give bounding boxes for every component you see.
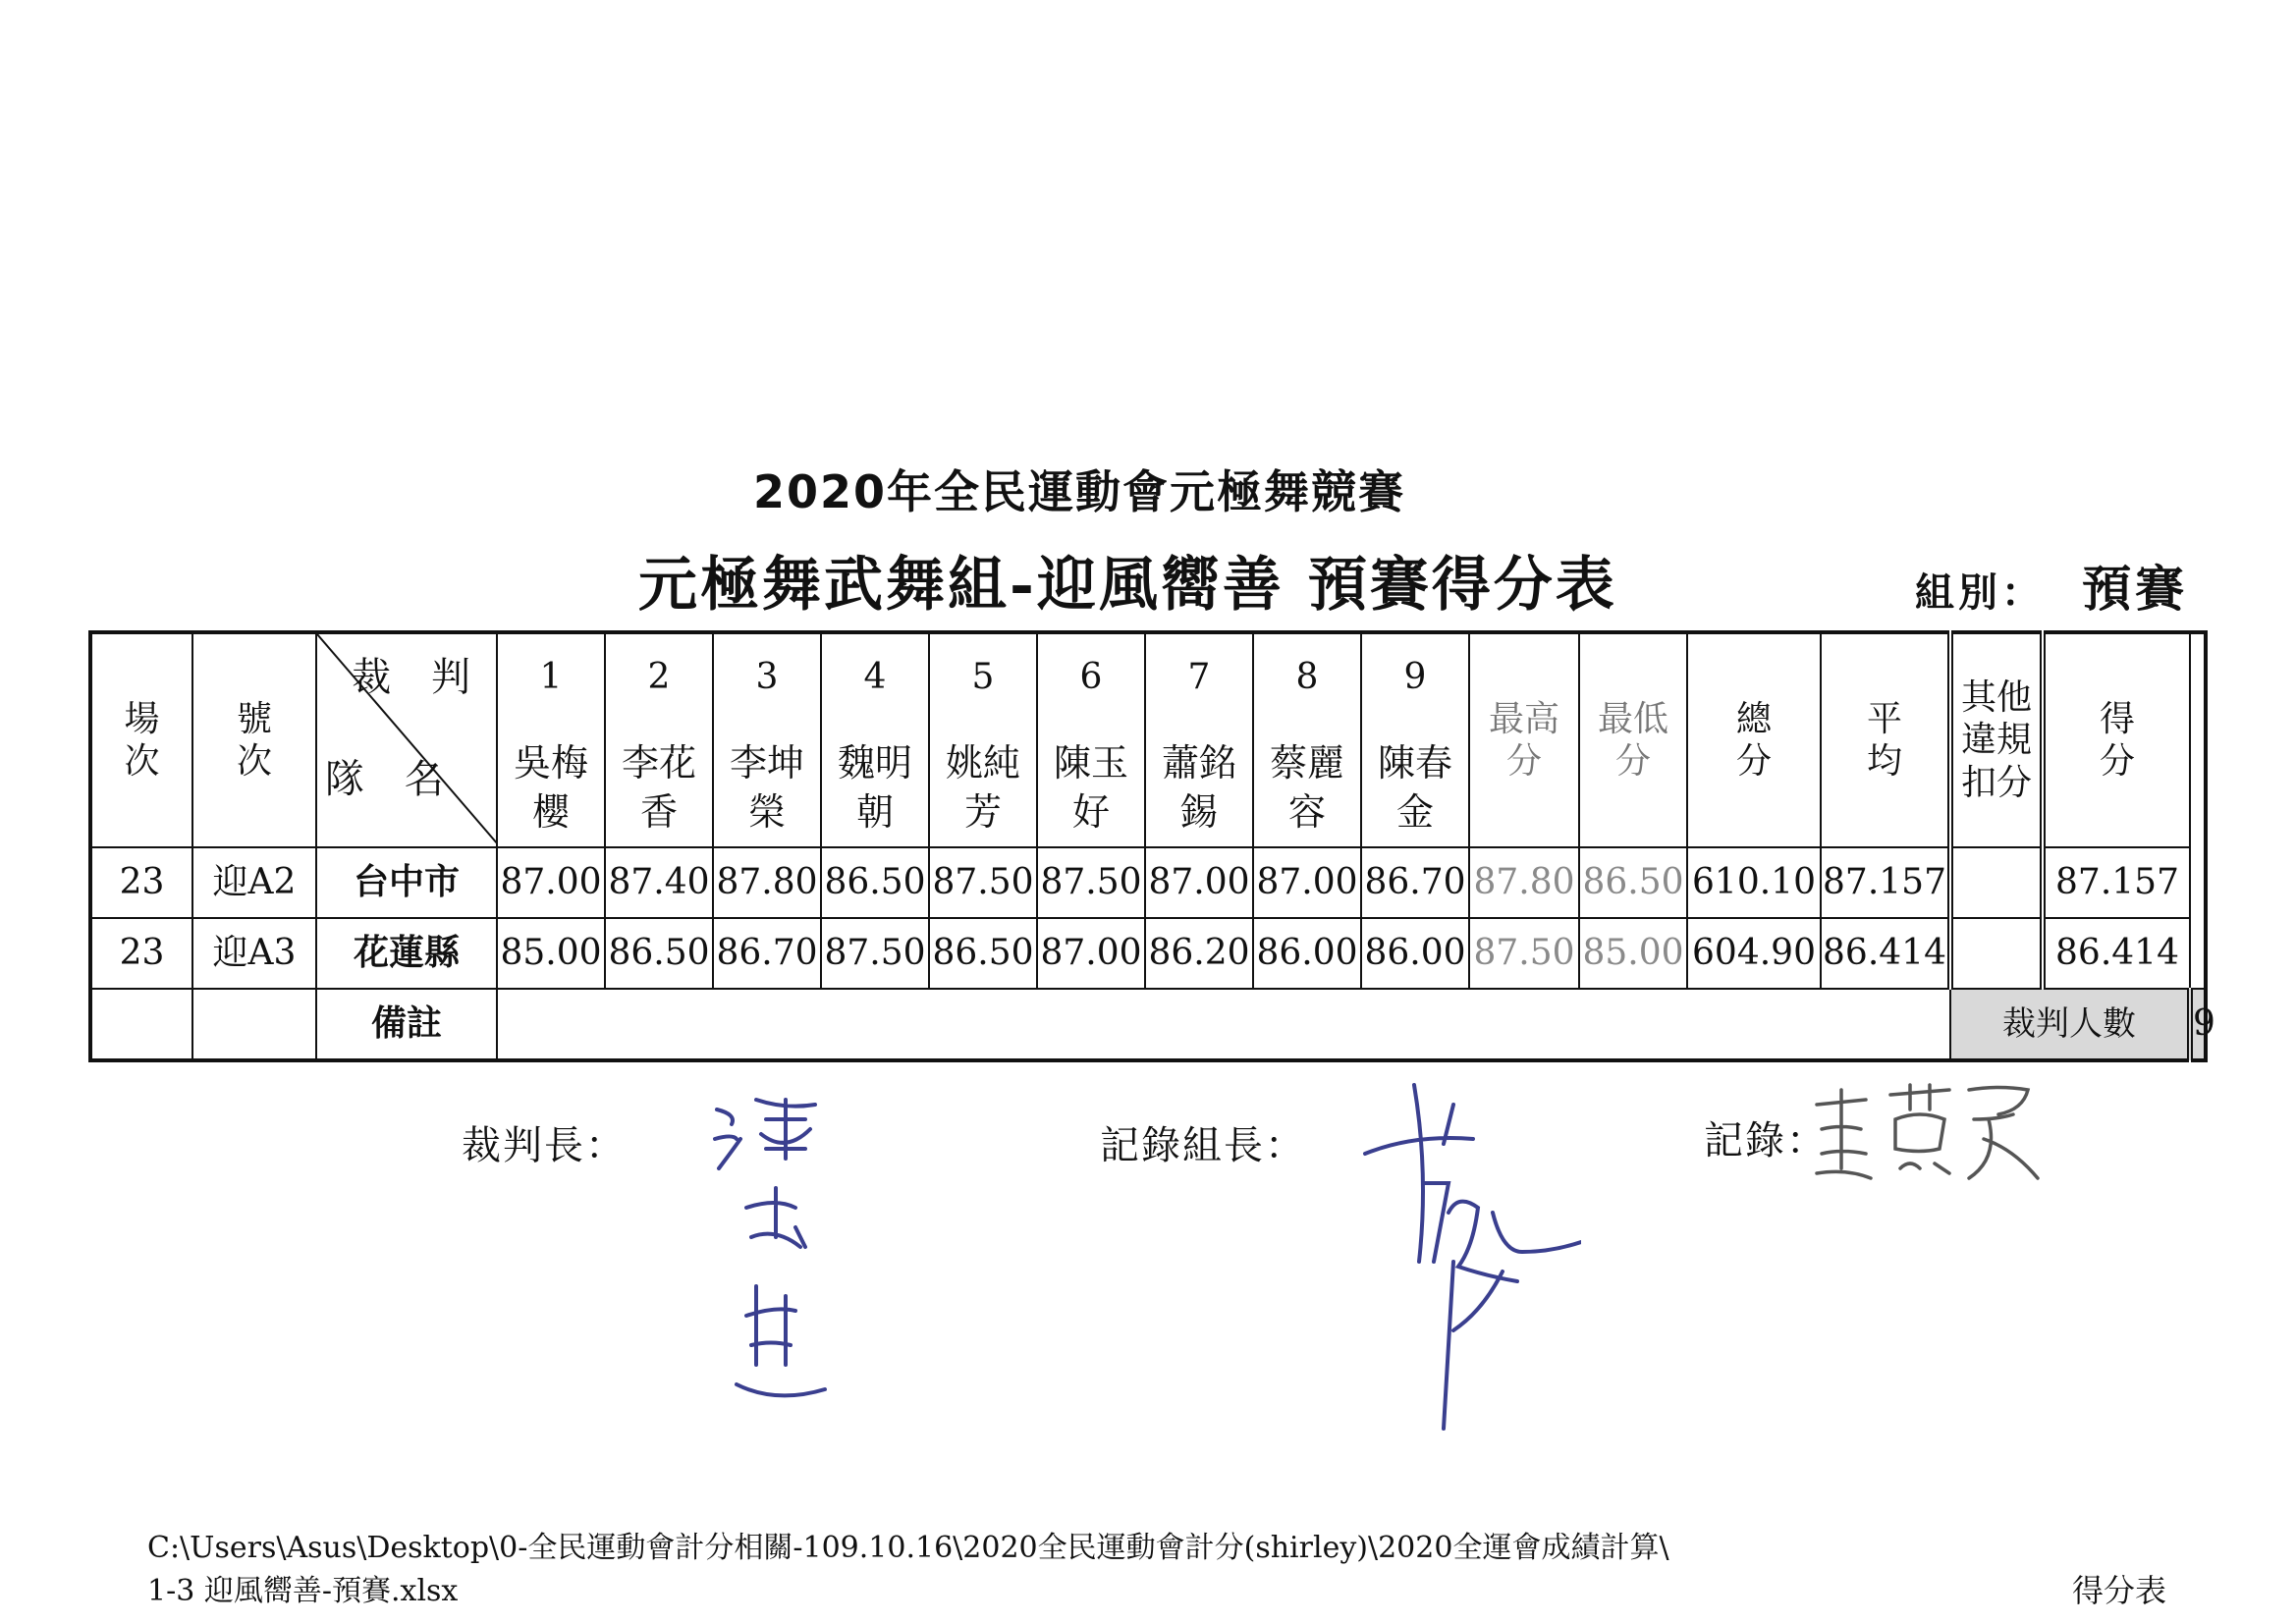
judge-team-header	[316, 632, 497, 847]
file-path-line-2: 1-3 迎風嚮善-預賽.xlsx	[147, 1574, 459, 1608]
file-path	[147, 1527, 1669, 1613]
competition-title: 2020年全民運動會元極舞競賽	[752, 465, 1406, 518]
judge-header-6: 6 陳玉 好	[1037, 632, 1145, 847]
score-cell: 87.40	[605, 847, 713, 918]
remarks-label: 備註	[316, 989, 497, 1060]
judge-header-4: 4 魏明 朝	[821, 632, 929, 847]
score-cell: 86.20	[1145, 918, 1253, 989]
table-row	[90, 918, 2206, 989]
score-table	[88, 630, 2215, 1062]
judge-label: 裁 判	[352, 655, 484, 700]
number-cell: 迎A2	[192, 847, 316, 918]
score-cell: 87.00	[1253, 847, 1361, 918]
round-cell: 23	[90, 847, 192, 918]
group-label: 組別：	[1915, 570, 2045, 616]
score-cell: 87.50	[1037, 847, 1145, 918]
number-header: 號 次	[192, 632, 316, 847]
deduct-cell	[1950, 847, 2043, 918]
score-cell: 86.70	[1361, 847, 1469, 918]
judge-header-3: 3 李坤 榮	[713, 632, 821, 847]
number-cell: 迎A3	[192, 918, 316, 989]
deduct-header: 其他 違規 扣分	[1950, 632, 2043, 847]
avg-header: 平 均	[1821, 632, 1950, 847]
score-cell: 87.00	[1145, 847, 1253, 918]
remarks-content	[497, 989, 1950, 1060]
score-cell: 87.00	[1037, 918, 1145, 989]
avg-cell: 87.157	[1821, 847, 1950, 918]
group-value: 預賽	[2082, 561, 2188, 618]
total-cell: 610.10	[1687, 847, 1821, 918]
score-cell: 85.00	[497, 918, 605, 989]
judge-header-7: 7 蕭銘 錫	[1145, 632, 1253, 847]
judge-header-2: 2 李花 香	[605, 632, 713, 847]
remarks-row	[90, 989, 2206, 1060]
team-cell: 台中市	[316, 847, 497, 918]
final-header: 得 分	[2043, 632, 2190, 847]
sheet-name: 得分表	[2072, 1572, 2167, 1609]
min-cell: 86.50	[1579, 847, 1687, 918]
chief-judge-label: 裁判長：	[462, 1123, 627, 1168]
judge-count-label: 裁判人數	[1950, 989, 2190, 1060]
score-cell: 87.50	[929, 847, 1037, 918]
judge-header-8: 8 蔡麗 容	[1253, 632, 1361, 847]
min-header: 最低 分	[1579, 632, 1687, 847]
score-cell: 86.70	[713, 918, 821, 989]
group-field	[1915, 550, 2188, 621]
remarks-empty-cell	[90, 989, 192, 1060]
score-cell: 86.00	[1253, 918, 1361, 989]
min-cell: 85.00	[1579, 918, 1687, 989]
score-cell: 86.00	[1361, 918, 1469, 989]
judge-header-5: 5 姚純 芳	[929, 632, 1037, 847]
max-header: 最高 分	[1469, 632, 1579, 847]
score-cell: 86.50	[605, 918, 713, 989]
score-cell: 87.80	[713, 847, 821, 918]
score-cell: 87.50	[821, 918, 929, 989]
team-cell: 花蓮縣	[316, 918, 497, 989]
remarks-empty-cell	[192, 989, 316, 1060]
total-header: 總 分	[1687, 632, 1821, 847]
team-label: 隊 名	[325, 757, 458, 802]
avg-cell: 86.414	[1821, 918, 1950, 989]
file-path-line-1: C:\Users\Asus\Desktop\0-全民運動會計分相關-109.10.16\2020全民運動會計分(shirley)\2020全運會成績計算\	[147, 1531, 1669, 1565]
round-header: 場 次	[90, 632, 192, 847]
score-sheet-title: 元極舞武舞組-迎風嚮善 預賽得分表	[638, 551, 1617, 620]
judge-header-9: 9 陳春 金	[1361, 632, 1469, 847]
final-cell: 86.414	[2043, 918, 2190, 989]
score-cell: 87.00	[497, 847, 605, 918]
max-cell: 87.50	[1469, 918, 1579, 989]
round-cell: 23	[90, 918, 192, 989]
record-chief-label: 記錄組長：	[1100, 1123, 1306, 1168]
table-row	[90, 847, 2206, 918]
judge-header-1: 1 吳梅 櫻	[497, 632, 605, 847]
total-cell: 604.90	[1687, 918, 1821, 989]
score-cell: 86.50	[929, 918, 1037, 989]
deduct-cell	[1950, 918, 2043, 989]
score-cell: 86.50	[821, 847, 929, 918]
recorder-label: 記錄：	[1704, 1118, 1828, 1163]
header-row	[90, 632, 2206, 847]
max-cell: 87.80	[1469, 847, 1579, 918]
final-cell: 87.157	[2043, 847, 2190, 918]
judge-count-value: 9	[2190, 989, 2206, 1060]
